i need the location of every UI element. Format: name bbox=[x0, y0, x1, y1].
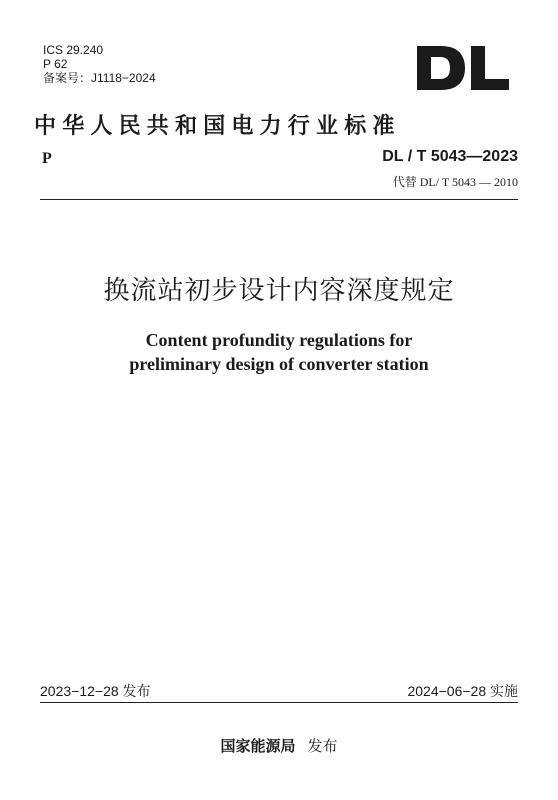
dl-logo bbox=[415, 44, 511, 92]
bottom-divider bbox=[40, 702, 518, 703]
publisher-action: 发布 bbox=[307, 737, 338, 755]
issue-date: 2023−12−28 发布 bbox=[40, 683, 151, 699]
publisher-line bbox=[0, 735, 558, 756]
ccs-code: P 62 bbox=[43, 57, 68, 71]
replaces-standard: 代替 DL/ T 5043 — 2010 bbox=[392, 175, 518, 189]
standard-number: DL / T 5043—2023 bbox=[382, 148, 518, 165]
top-divider bbox=[40, 199, 518, 200]
english-title bbox=[0, 328, 558, 376]
effective-date: 2024−06−28 实施 bbox=[407, 683, 518, 699]
chinese-title: 换流站初步设计内容深度规定 bbox=[103, 276, 455, 306]
ics-code: ICS 29.240 bbox=[43, 43, 104, 57]
english-title-line2: preliminary design of converter station bbox=[129, 354, 429, 374]
org-title: 中华人民共和国电力行业标准 bbox=[34, 113, 401, 139]
record-number: 备案号：J1118−2024 bbox=[43, 71, 156, 85]
publisher-name: 国家能源局 bbox=[220, 737, 296, 755]
category-letter: P bbox=[42, 150, 52, 167]
english-title-line1: Content profundity regulations for bbox=[145, 330, 413, 350]
